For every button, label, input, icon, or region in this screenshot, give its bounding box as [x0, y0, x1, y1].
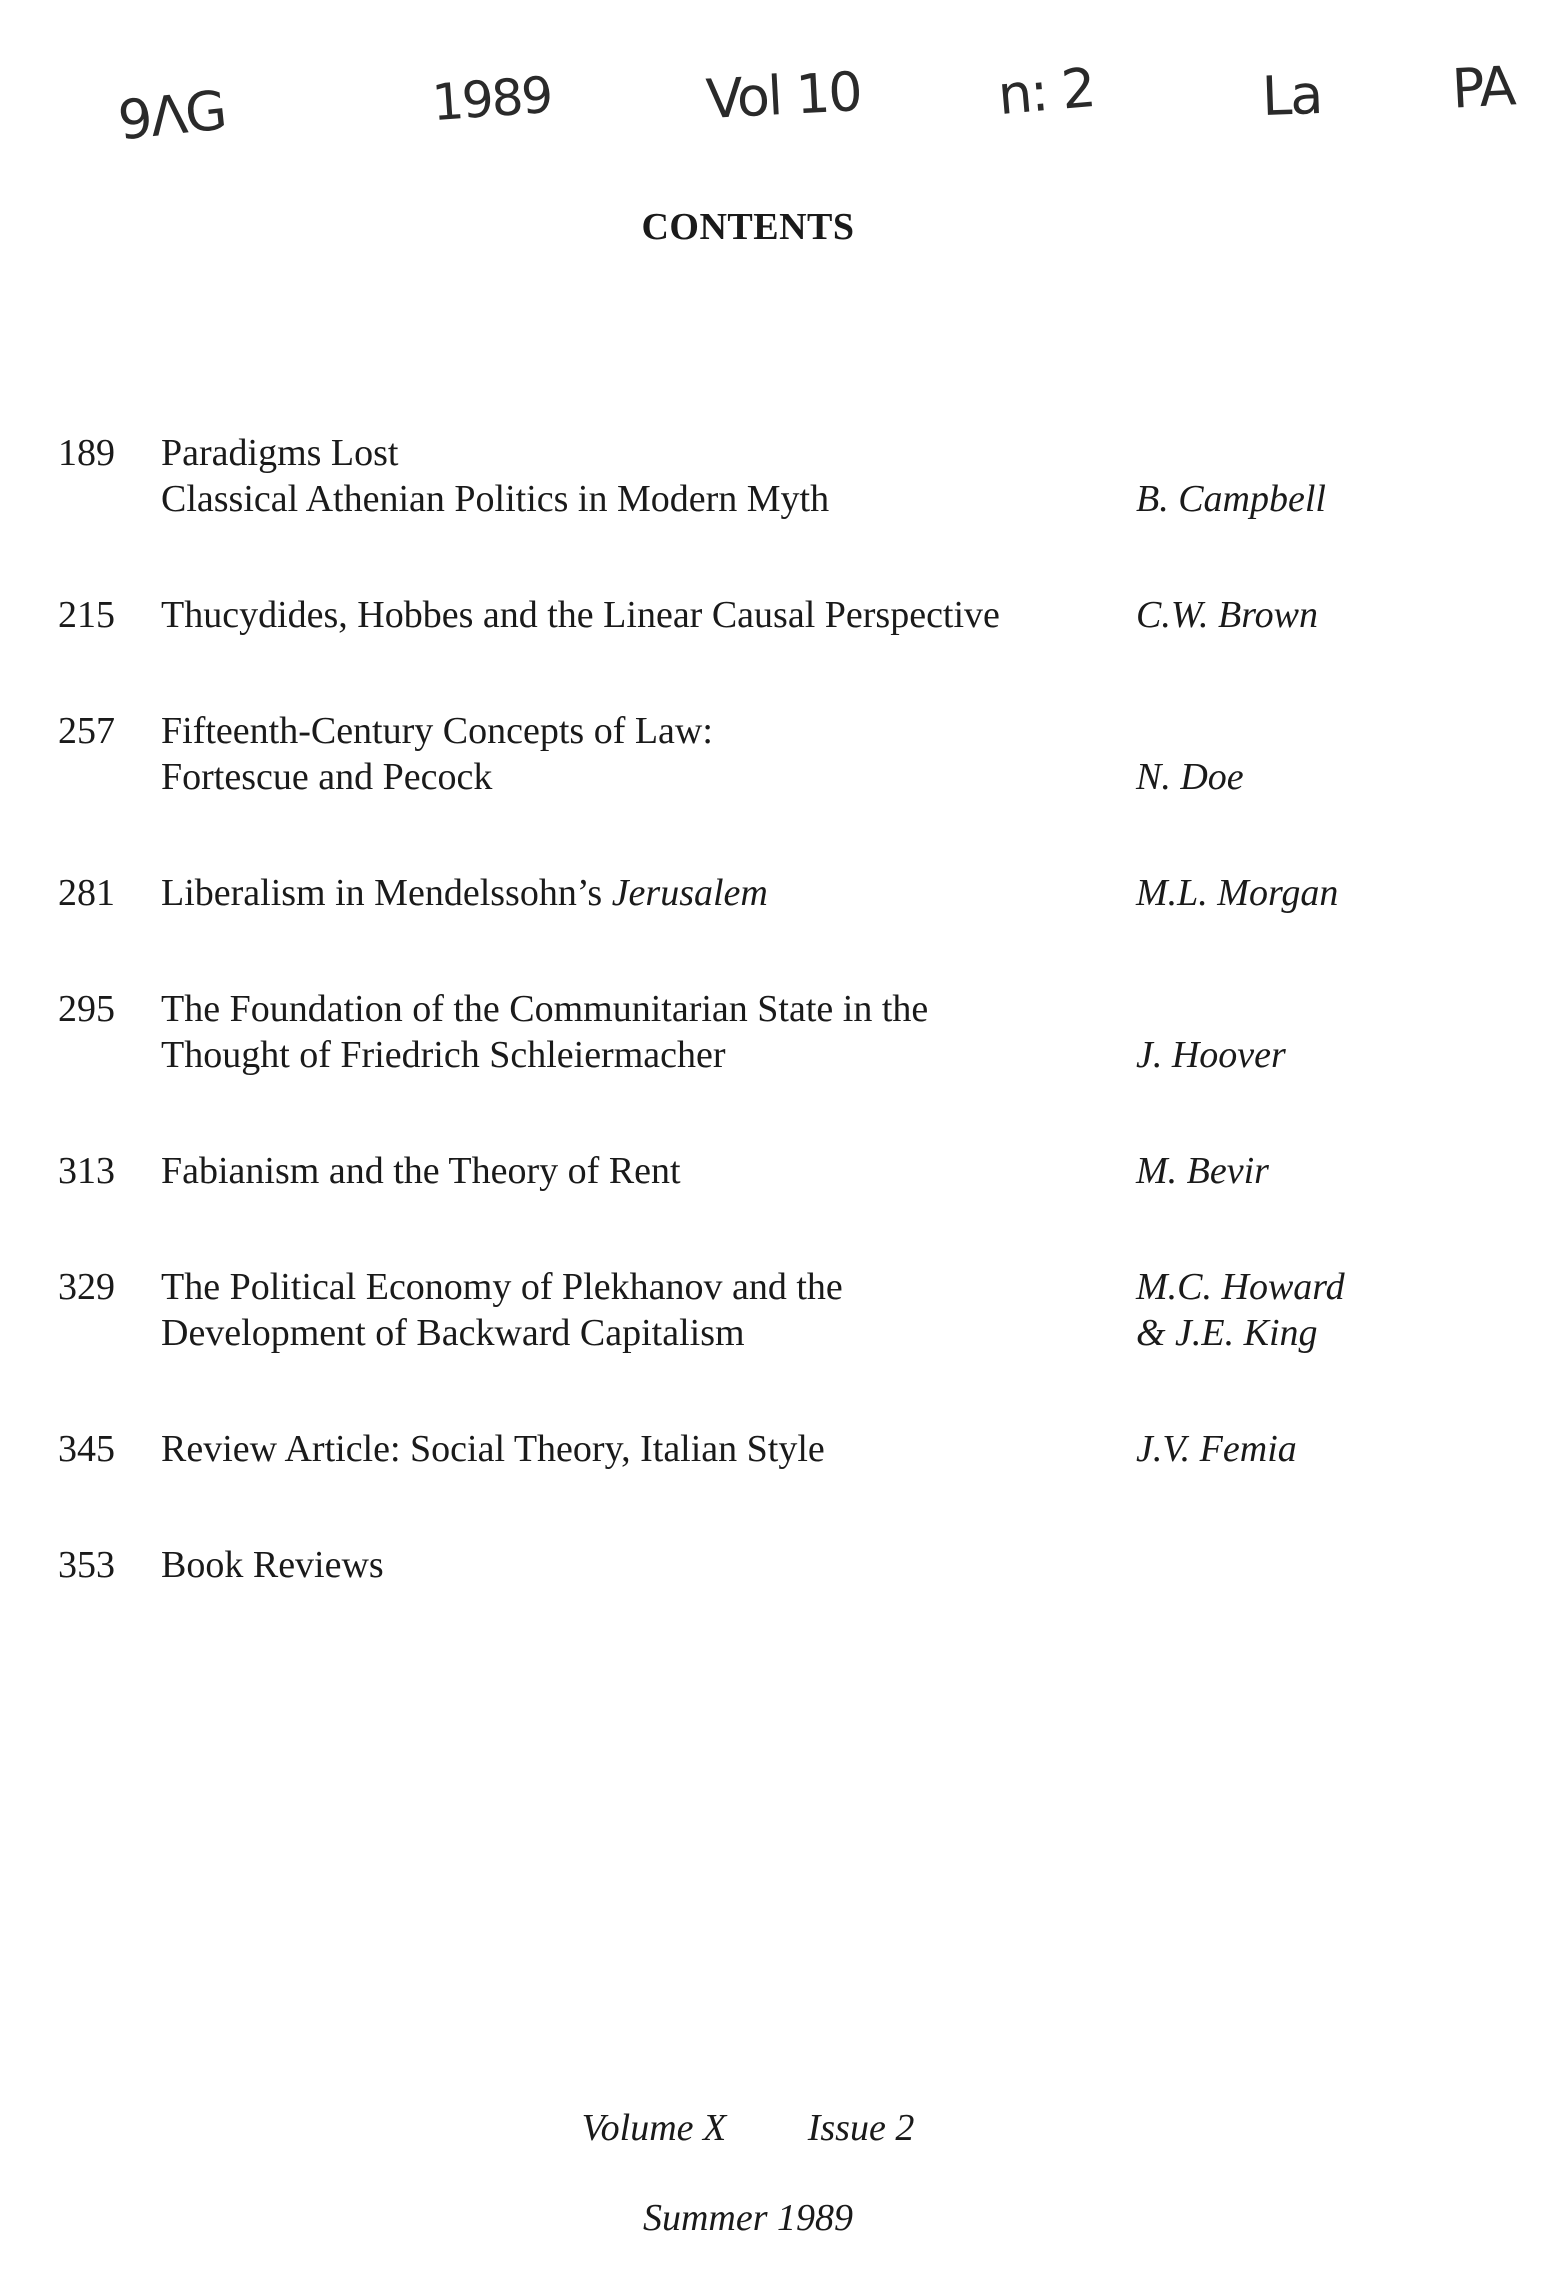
article-title	[161, 592, 1121, 638]
article-title	[161, 870, 1121, 916]
article-title	[161, 1264, 1121, 1356]
issue-label: Issue 2	[807, 2107, 915, 2149]
article-title	[161, 430, 1121, 522]
author-line: J.V. Femia	[1136, 1428, 1297, 1470]
author-line: B. Campbell	[1136, 478, 1326, 520]
page-number: 295	[58, 988, 115, 1030]
volume-issue-line	[0, 2106, 1496, 2150]
article-author	[1136, 476, 1456, 522]
author-line: M.C. Howard	[1136, 1266, 1345, 1308]
page-number: 329	[58, 1266, 115, 1308]
article-author	[1136, 1426, 1456, 1472]
title-line	[161, 870, 1121, 916]
title-text: Liberalism in Mendelssohn’s	[161, 872, 612, 914]
title-line: Fabianism and the Theory of Rent	[161, 1150, 681, 1192]
author-line: M. Bevir	[1136, 1150, 1269, 1192]
article-author	[1136, 1032, 1456, 1078]
handwritten-note: 1989	[430, 65, 554, 133]
article-title	[161, 1426, 1121, 1472]
title-line: Thucydides, Hobbes and the Linear Causal Perspective	[161, 594, 1000, 636]
title-line: Classical Athenian Politics in Modern Myth	[161, 478, 830, 520]
article-author	[1136, 870, 1456, 916]
season-label: Summer 1989	[642, 2197, 854, 2239]
author-line: C.W. Brown	[1136, 594, 1318, 636]
handwritten-note: Vol 10	[704, 59, 863, 132]
handwritten-note: PA	[1450, 54, 1516, 121]
page-number: 215	[58, 594, 115, 636]
article-title	[161, 1542, 1121, 1588]
title-line: Fortescue and Pecock	[161, 756, 493, 798]
page-title: CONTENTS	[641, 206, 855, 248]
handwritten-note: 9ΛG	[115, 78, 229, 153]
article-author	[1136, 1148, 1456, 1194]
volume-label: Volume X	[581, 2107, 727, 2149]
page-number: 257	[58, 710, 115, 752]
title-line: Thought of Friedrich Schleiermacher	[161, 1034, 726, 1076]
page-number: 313	[58, 1150, 115, 1192]
author-line: M.L. Morgan	[1136, 872, 1339, 914]
article-title	[161, 708, 1121, 800]
title-line: Book Reviews	[161, 1544, 384, 1586]
title-italic: Jerusalem	[611, 872, 768, 914]
author-line: J. Hoover	[1136, 1034, 1286, 1076]
title-line: The Foundation of the Communitarian State in the	[161, 988, 929, 1030]
handwritten-annotation	[0, 54, 1562, 153]
title-line: The Political Economy of Plekhanov and the	[161, 1266, 843, 1308]
handwritten-note: n: 2	[995, 55, 1097, 128]
title-line: Paradigms Lost	[161, 432, 399, 474]
page-number: 353	[58, 1544, 115, 1586]
article-author	[1136, 1264, 1456, 1356]
article-title	[161, 986, 1121, 1078]
author-line: N. Doe	[1136, 756, 1244, 798]
title-line: Development of Backward Capitalism	[161, 1312, 745, 1354]
title-line: Review Article: Social Theory, Italian Style	[161, 1428, 825, 1470]
page-number: 281	[58, 872, 115, 914]
article-title	[161, 1148, 1121, 1194]
article-author	[1136, 754, 1456, 800]
page-number: 189	[58, 432, 115, 474]
article-author	[1136, 592, 1456, 638]
author-line: & J.E. King	[1136, 1312, 1318, 1354]
page-number: 345	[58, 1428, 115, 1470]
handwritten-note: La	[1260, 62, 1323, 129]
title-line: Fifteenth-Century Concepts of Law:	[161, 710, 713, 752]
